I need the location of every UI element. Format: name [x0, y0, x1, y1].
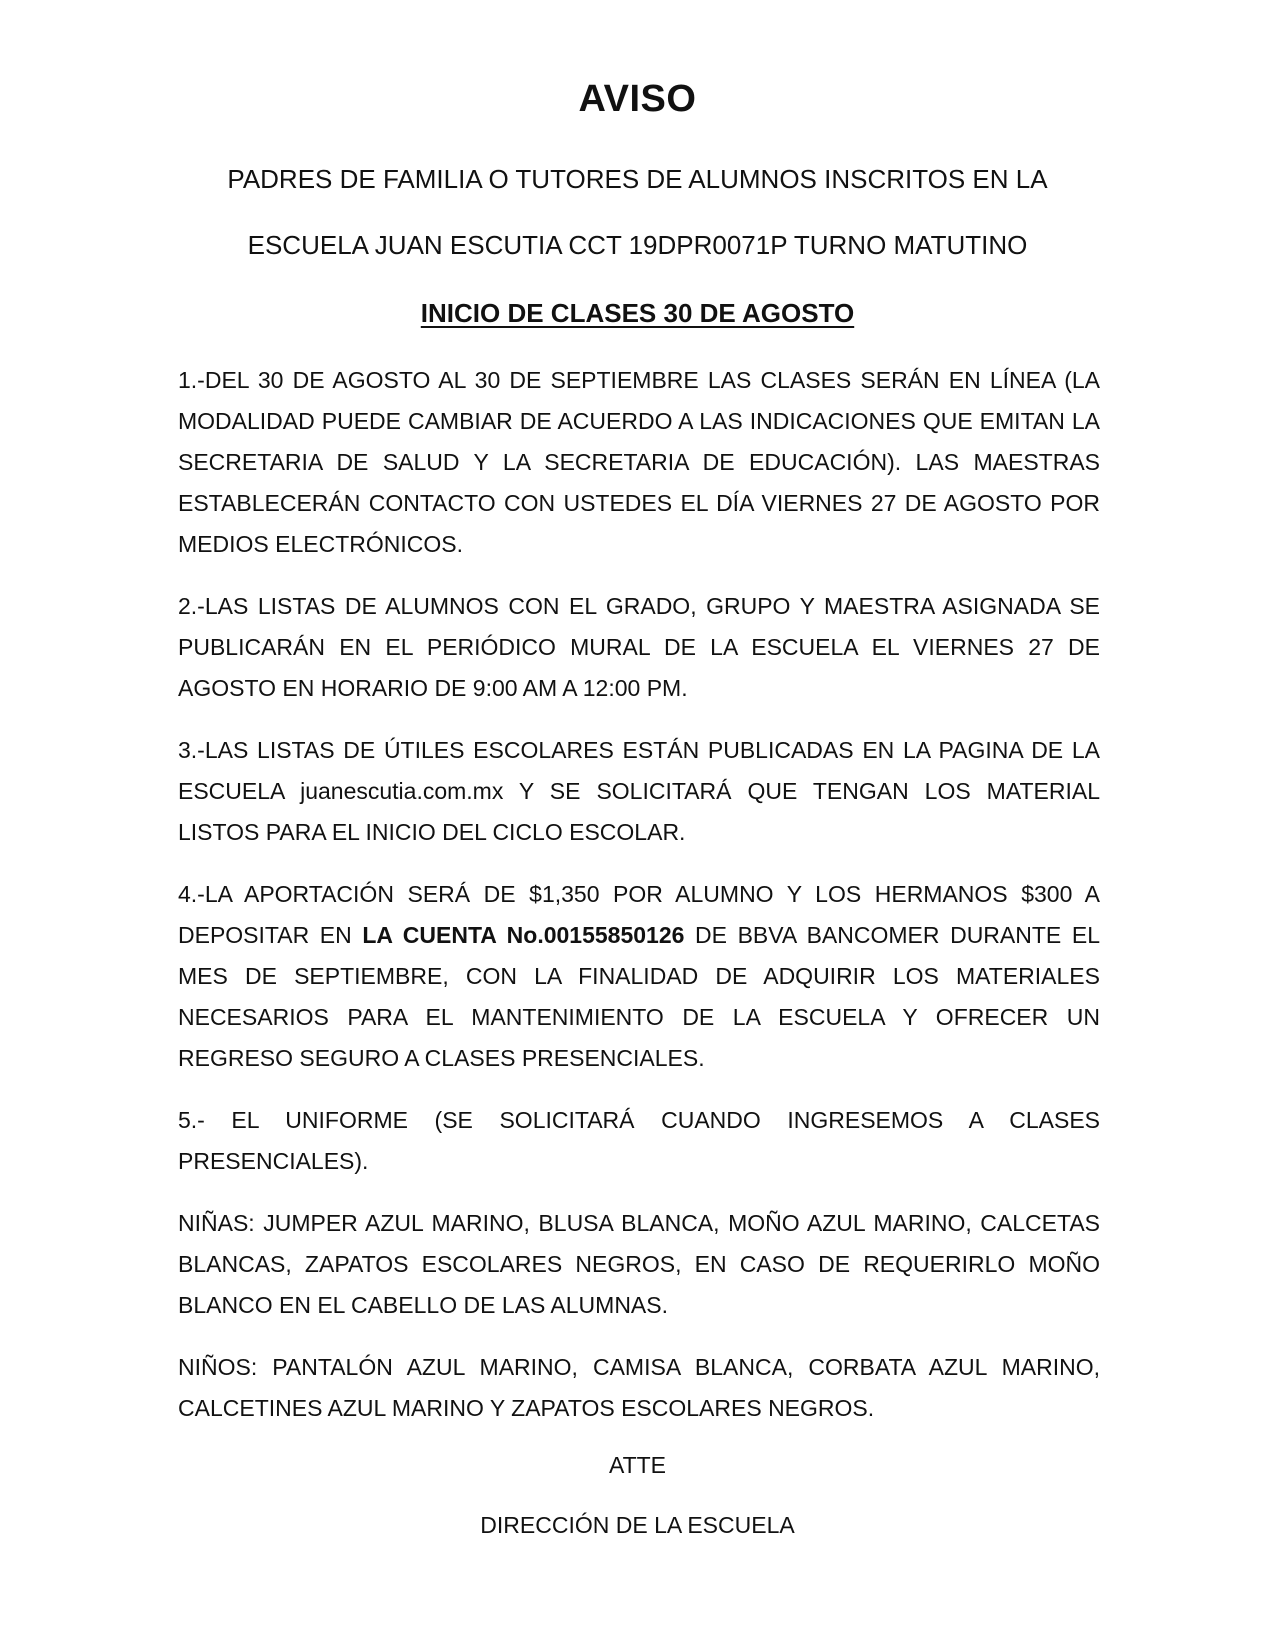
subtitle-line-2: ESCUELA JUAN ESCUTIA CCT 19DPR0071P TURNO MATUTINO: [247, 230, 1028, 260]
section-heading: [0, 298, 1275, 329]
paragraph-school-supplies: 3.-LAS LISTAS DE ÚTILES ESCOLARES ESTÁN PUBLICADAS EN LA PAGINA DE LA ESCUELA juanescutia.com.mx Y SE SOLICITARÁ QUE TENGAN LOS MATERIAL LISTOS PARA EL INICIO DEL CICLO ESCOLAR.: [178, 737, 1100, 845]
notice-body: [178, 360, 1100, 1450]
section-heading-text: INICIO DE CLASES 30 DE AGOSTO: [420, 298, 855, 328]
contribution-text-before: 4.-LA APORTACIÓN SERÁ DE $1,350 POR ALUMNO Y LOS HERMANOS $300 A DEPOSITAR EN: [178, 881, 1100, 948]
contribution-text-after: DE BBVA BANCOMER DURANTE EL MES DE SEPTIEMBRE, CON LA FINALIDAD DE ADQUIRIR LOS MATERIALES NECESARIOS PARA EL MANTENIMIENTO DE LA ESCUELA Y OFRECER UN REGRESO SEGURO A CLASES PRESENCIALES.: [178, 922, 1100, 1071]
paragraph-online-classes: 1.-DEL 30 DE AGOSTO AL 30 DE SEPTIEMBRE LAS CLASES SERÁN EN LÍNEA (LA MODALIDAD PUEDE CAMBIAR DE ACUERDO A LAS INDICACIONES QUE EMITAN LA SECRETARIA DE SALUD Y LA SECRETARIA DE EDUCACIÓN). LAS MAESTRAS ESTABLECERÁN CONTACTO CON USTEDES EL DÍA VIERNES 27 DE AGOSTO POR MEDIOS ELECTRÓNICOS.: [178, 367, 1100, 557]
subtitle-line-1: PADRES DE FAMILIA O TUTORES DE ALUMNOS INSCRITOS EN LA: [227, 164, 1048, 194]
paragraph-contribution: [178, 874, 1100, 1079]
paragraph-boys-uniform: NIÑOS: PANTALÓN AZUL MARINO, CAMISA BLANCA, CORBATA AZUL MARINO, CALCETINES AZUL MARINO Y ZAPATOS ESCOLARES NEGROS.: [178, 1354, 1100, 1421]
paragraph-uniform: 5.- EL UNIFORME (SE SOLICITARÁ CUANDO INGRESEMOS A CLASES PRESENCIALES).: [178, 1107, 1100, 1174]
paragraph-girls-uniform: NIÑAS: JUMPER AZUL MARINO, BLUSA BLANCA, MOÑO AZUL MARINO, CALCETAS BLANCAS, ZAPATOS ESCOLARES NEGROS, EN CASO DE REQUERIRLO MOÑO BLANCO EN EL CABELLO DE LAS ALUMNAS.: [178, 1210, 1100, 1318]
bank-account-number: LA CUENTA No.00155850126: [362, 922, 685, 948]
document-title: AVISO: [578, 78, 697, 120]
closing-atte: ATTE: [608, 1452, 667, 1478]
paragraph-student-lists: 2.-LAS LISTAS DE ALUMNOS CON EL GRADO, GRUPO Y MAESTRA ASIGNADA SE PUBLICARÁN EN EL PERIÓDICO MURAL DE LA ESCUELA EL VIERNES 27 DE AGOSTO EN HORARIO DE 9:00 AM A 12:00 PM.: [178, 593, 1100, 701]
closing-signature: DIRECCIÓN DE LA ESCUELA: [480, 1512, 795, 1538]
